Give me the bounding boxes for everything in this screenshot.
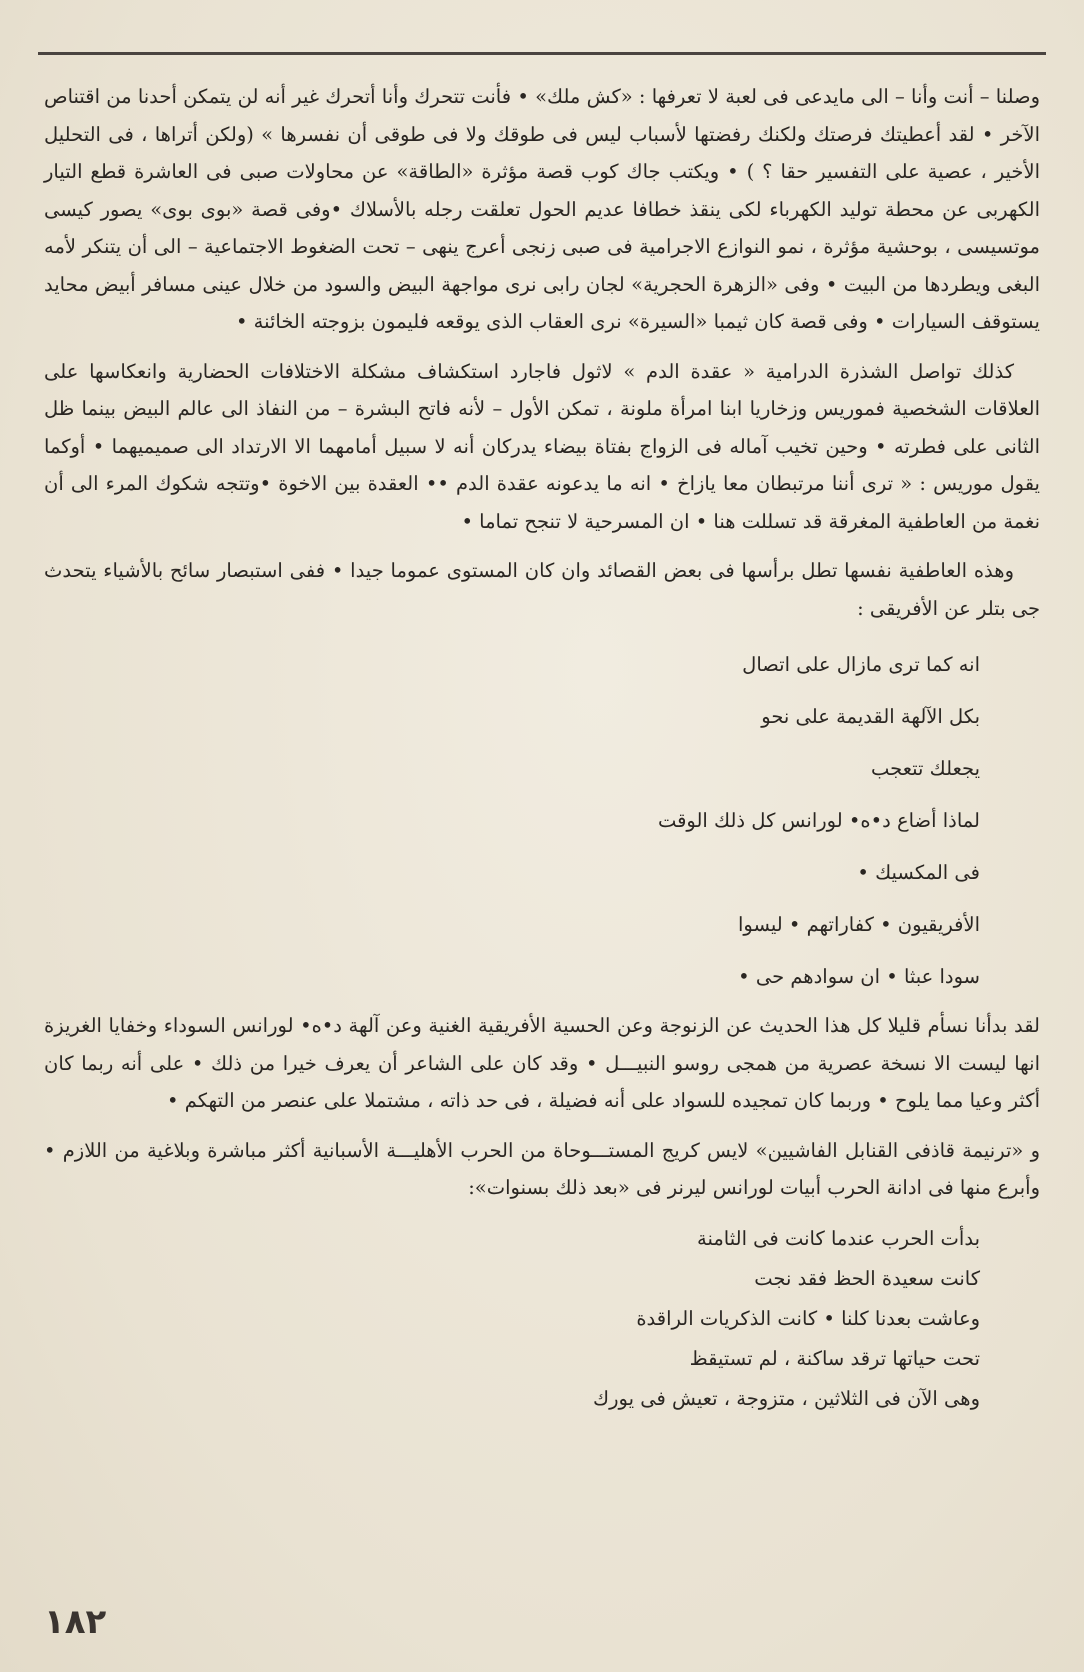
header-rule	[38, 52, 1046, 55]
paragraph-4: لقد بدأنا نسأم قليلا كل هذا الحديث عن الزنوجة وعن الحسية الأفريقية الغنية وعن آلهة د•ه• لورانس السوداء وخفايا الغريزة انها ليست الا نسخة عصرية من همجى روسو النبيـــل • وقد كان على الشاعر أن يعرف خيرا من ذلك • على أنه ربما كان أكثر وعيا مما يلوح • وربما كان تمجيده للسواد على أنه فضيلة ، فى حد ذاته ، مشتملا على عنصر من التهكم •	[44, 1014, 1040, 1112]
paragraph-2: كذلك تواصل الشذرة الدرامية « عقدة الدم » لاثول فاجارد استكشاف مشكلة الاختلافات الحضارية وانعكاسها على العلاقات الشخصية فموريس وزخاريا ابنا امرأة ملونة ، تمكن الأول – لأنه فاتح البشرة – من النفاذ الى عالم البيض بينما ظل الثانى على فطرته • وحين تخيب آماله فى الزواج بفتاة بيضاء يدركان أنه لا سبيل أمامهما الا الارتداد الى صميميهما • أوكما يقول موريس : « ترى أننا مرتبطان معا يازاخ • انه ما يدعونه عقدة الدم •• العقدة بين الاخوة •وتتجه شكوك المرء الى أن نغمة من العاطفية المغرقة قد تسللت هنا • ان المسرحية لا تنجح تماما •	[44, 359, 1040, 533]
page-content	[44, 78, 1040, 1423]
verse-line: كانت سعيدة الحظ فقد نجت	[754, 1266, 980, 1290]
paragraph-5: و «ترنيمة قاذفى القنابل الفاشيين» لايس كريج المستـــوحاة من الحرب الأهليـــة الأسبانية أكثر مباشرة وبلاغية من اللازم • وأبرع منها فى ادانة الحرب أبيات لورانس ليرنر فى «بعد ذلك بسنوات»:	[44, 1138, 1040, 1199]
verse-line: وعاشت بعدنا كلنا • كانت الذكريات الراقدة	[636, 1306, 980, 1330]
paragraph-3: وهذه العاطفية نفسها تطل برأسها فى بعض القصائد وان كان المستوى عموما جيدا • ففى استبصار سائح بالأشياء يتحدث جى بتلر عن الأفريقى :	[44, 559, 1040, 620]
poem-excerpt-1	[44, 639, 1040, 1003]
verse-line: سودا عبثا • ان سوادهم حى •	[738, 965, 980, 988]
verse-line: تحت حياتها ترقد ساكنة ، لم تستيقظ	[689, 1346, 980, 1370]
verse-line: وهى الآن فى الثلاثين ، متزوجة ، تعيش فى يورك	[593, 1386, 980, 1410]
verse-line: بدأت الحرب عندما كانت فى الثامنة	[697, 1226, 980, 1250]
page-number: ١٨٢	[44, 1602, 107, 1642]
verse-line: لماذا أضاع د•ه• لورانس كل ذلك الوقت	[657, 809, 980, 832]
verse-line: انه كما ترى مازال على اتصال	[742, 653, 980, 676]
verse-line: الأفريقيون • كفاراتهم • ليسوا	[737, 913, 980, 936]
verse-line: بكل الآلهة القديمة على نحو	[761, 705, 980, 728]
poem-excerpt-2	[44, 1219, 1040, 1419]
paragraph-1: وصلنا – أنت وأنا – الى مايدعى فى لعبة لا تعرفها : «كش ملك» • فأنت تتحرك وأنا أتحرك غير أنه لن يتمكن أحدنا من اقتناص الآخر • لقد أعطيتك فرصتك ولكنك رفضتها لأسباب ليس فى طوقك ولا فى طوقى أن نفسرها » (ولكن أتراها ، فى التحليل الأخير ، عصية على التفسير حقا ؟ ) • ويكتب جاك كوب قصة مؤثرة «الطاقة» عن محاولات صبى فى العاشرة قطع التيار الكهربى عن محطة توليد الكهرباء لكى ينقذ خطافا عديم الحول تعلقت رجله بالأسلاك •وفى قصة «بوى بوى» يصور كيسى موتسيسى ، بوحشية مؤثرة ، نمو النوازع الاجرامية فى صبى زنجى أعرج ينهى – تحت الضغوط الاجتماعية – الى أن يتنكر لأمه البغى ويطردها من البيت • وفى «الزهرة الحجرية» لجان رابى نرى مواجهة البيض والسود من خلال عينى مسافر أبيض محايد يستوقف السيارات • وفى قصة كان ثيمبا «السيرة» نرى العقاب الذى يوقعه فليمون بزوجته الخائنة •	[44, 85, 1040, 333]
verse-line: يجعلك تتعجب	[871, 757, 980, 780]
verse-line: فى المكسيك •	[857, 861, 980, 884]
